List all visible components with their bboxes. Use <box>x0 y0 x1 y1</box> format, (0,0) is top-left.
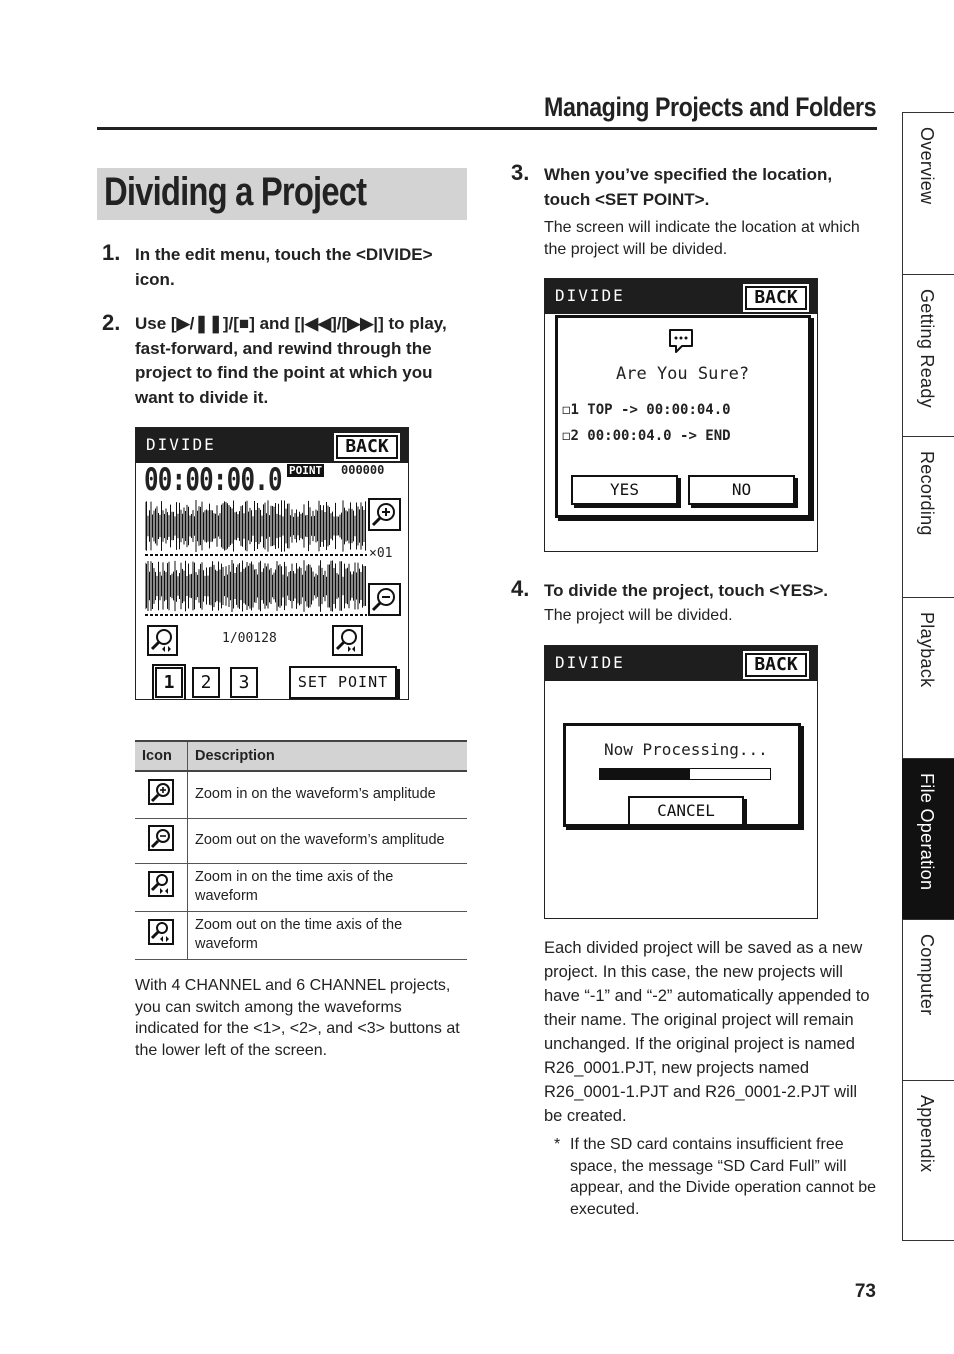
zoom-in-amplitude-icon <box>370 500 399 529</box>
table-cell-icon <box>135 771 188 818</box>
set-point-button[interactable]: SET POINT <box>289 666 397 699</box>
tab-label: File Operation <box>917 773 937 891</box>
time-readout: 00:00:00.0 <box>144 462 282 498</box>
screen-title-bar <box>545 646 817 681</box>
zoom-out-amplitude-icon <box>370 585 399 614</box>
confirm-question: Are You Sure? <box>616 364 750 384</box>
screen-title-bar <box>136 428 408 463</box>
table-header-description: Description <box>188 741 468 771</box>
table-row <box>135 771 467 818</box>
step-2-text-part: Use [ <box>135 314 177 333</box>
table-cell-icon <box>135 863 188 911</box>
divide-range-1-text: 1 TOP -> 00:00:04.0 <box>570 402 731 418</box>
table-header-icon: Icon <box>135 741 188 771</box>
rewind-icon: |◀◀ <box>300 314 332 333</box>
back-button[interactable]: BACK <box>334 433 400 461</box>
table-cell-description: Zoom in on the waveform’s amplitude <box>188 771 468 818</box>
back-button[interactable]: BACK <box>743 651 809 679</box>
running-header: Managing Projects and Folders <box>543 92 876 122</box>
page-number: 73 <box>854 1281 876 1302</box>
waveform-track-2 <box>145 560 366 612</box>
tab-recording[interactable] <box>902 436 954 597</box>
step-2-text-part: ]/[ <box>331 314 348 333</box>
tab-label: Getting Ready <box>917 289 937 408</box>
zoom-in-amplitude-icon <box>148 779 174 805</box>
zoom-in-time-icon <box>334 627 361 654</box>
cancel-button[interactable]: CANCEL <box>628 796 744 826</box>
waveform-path <box>145 500 366 552</box>
zoom-out-time-icon <box>148 919 174 945</box>
step-1-number: 1. <box>102 240 121 265</box>
table-cell-description: Zoom out on the waveform’s amplitude <box>188 818 468 863</box>
zoom-level: ×01 <box>369 546 393 561</box>
waveform-track-1 <box>145 500 366 552</box>
zoom-out-amplitude-icon <box>148 825 174 851</box>
tab-overview[interactable] <box>902 112 954 274</box>
screen-title: DIVIDE <box>555 286 625 305</box>
step-3-text: When you’ve specified the location, touch <SET POINT>. <box>544 165 833 209</box>
channel-1-button[interactable]: 1 <box>155 667 183 698</box>
step-4-description: The project will be divided. <box>544 607 733 624</box>
stop-icon: ■ <box>238 314 250 333</box>
zoom-out-time-icon <box>149 627 176 654</box>
tab-label: Overview <box>917 127 937 205</box>
step-2-text-part: ]/[ <box>222 314 239 333</box>
position-readout: 1/00128 <box>222 631 277 646</box>
result-paragraph: Each divided project will be saved as a new project. In this case, the new projects will have “-1” and “-2” automatically appended to their name. The original project will remain unchanged. If the original project is named R26_0001.PJT, new projects named R26_0001-1.PJT and R26_0001-2.PJT will be created. <box>544 939 870 1125</box>
tab-appendix[interactable] <box>902 1080 954 1241</box>
progress-bar-fill <box>600 769 690 779</box>
divide-confirm-screen <box>544 278 818 552</box>
waveform-path <box>145 560 366 612</box>
section-title: Dividing a Project <box>104 170 367 214</box>
table-header-row <box>135 741 467 771</box>
channel-note: With 4 CHANNEL and 6 CHANNEL projects, you can switch among the waveforms indicated for the <1>, <2>, and <3> buttons at the lower left of the screen. <box>135 977 460 1059</box>
zoom-out-amplitude-button[interactable] <box>368 583 401 616</box>
tab-computer[interactable] <box>902 919 954 1080</box>
divide-processing-screen <box>544 645 818 919</box>
step-4-number: 4. <box>511 576 530 601</box>
play-pause-icon: ▶/❚❚ <box>176 314 223 333</box>
waveform-display <box>145 498 367 618</box>
tab-label: Playback <box>917 612 937 688</box>
divide-range-2-text: 2 00:00:04.0 -> END <box>570 428 731 444</box>
table-cell-description: Zoom out on the time axis of the waveform <box>188 911 468 959</box>
table-row <box>135 911 467 959</box>
point-value: 000000 <box>341 463 385 477</box>
processing-message: Now Processing... <box>604 740 768 759</box>
no-button[interactable]: NO <box>688 475 795 505</box>
step-3-description: The screen will indicate the location at which the project will be divided. <box>544 219 860 258</box>
step-4-text: To divide the project, touch <YES>. <box>544 581 829 600</box>
processing-dialog <box>563 723 801 827</box>
footnote-mark: * <box>554 1136 561 1153</box>
segment-icon: ◻ <box>562 428 571 444</box>
footnote-text: If the SD card contains insufficient free space, the message “SD Card Full” will appear, and the Divide operation cannot be executed. <box>570 1136 877 1218</box>
progress-bar <box>599 768 771 780</box>
tab-label: Recording <box>917 451 937 536</box>
back-button[interactable]: BACK <box>743 284 809 312</box>
divide-range-2 <box>562 428 731 444</box>
table-cell-icon <box>135 818 188 863</box>
zoom-in-time-button[interactable] <box>332 625 363 656</box>
header-rule <box>97 127 877 130</box>
tab-playback[interactable] <box>902 597 954 758</box>
tab-getting-ready[interactable] <box>902 274 954 436</box>
yes-button[interactable]: YES <box>571 475 678 505</box>
confirm-dialog <box>555 315 811 518</box>
screen-title: DIVIDE <box>146 435 216 454</box>
point-label: POINT <box>289 464 323 477</box>
chat-bubble-icon <box>666 326 696 354</box>
screen-title-bar <box>545 279 817 314</box>
segment-icon: ◻ <box>562 402 571 418</box>
channel-2-button[interactable]: 2 <box>192 667 220 698</box>
fast-forward-icon: ▶▶| <box>347 314 379 333</box>
tab-label: Computer <box>917 934 937 1016</box>
step-2-text-part: ] and [ <box>249 314 301 333</box>
step-1-text: In the edit menu, touch the <DIVIDE> icon. <box>135 245 433 289</box>
channel-3-button[interactable]: 3 <box>230 667 258 698</box>
zoom-in-amplitude-button[interactable] <box>368 498 401 531</box>
screen-title: DIVIDE <box>555 653 625 672</box>
divide-range-1 <box>562 402 731 418</box>
table-cell-icon <box>135 911 188 959</box>
table-row <box>135 863 467 911</box>
step-3-number: 3. <box>511 160 530 185</box>
table-cell-description: Zoom in on the time axis of the waveform <box>188 863 468 911</box>
tab-label: Appendix <box>917 1095 937 1173</box>
tab-file-operation[interactable] <box>902 758 954 919</box>
zoom-out-time-button[interactable] <box>147 625 178 656</box>
icon-description-table <box>135 740 467 960</box>
step-2-text <box>135 312 470 410</box>
divide-waveform-screen <box>135 427 409 700</box>
table-row <box>135 818 467 863</box>
step-2-text-part: ] to play, fast-forward, and rewind through the project to find the point at which you want to divide it. <box>135 314 447 407</box>
zoom-in-time-icon <box>148 871 174 897</box>
step-2-number: 2. <box>102 310 121 335</box>
